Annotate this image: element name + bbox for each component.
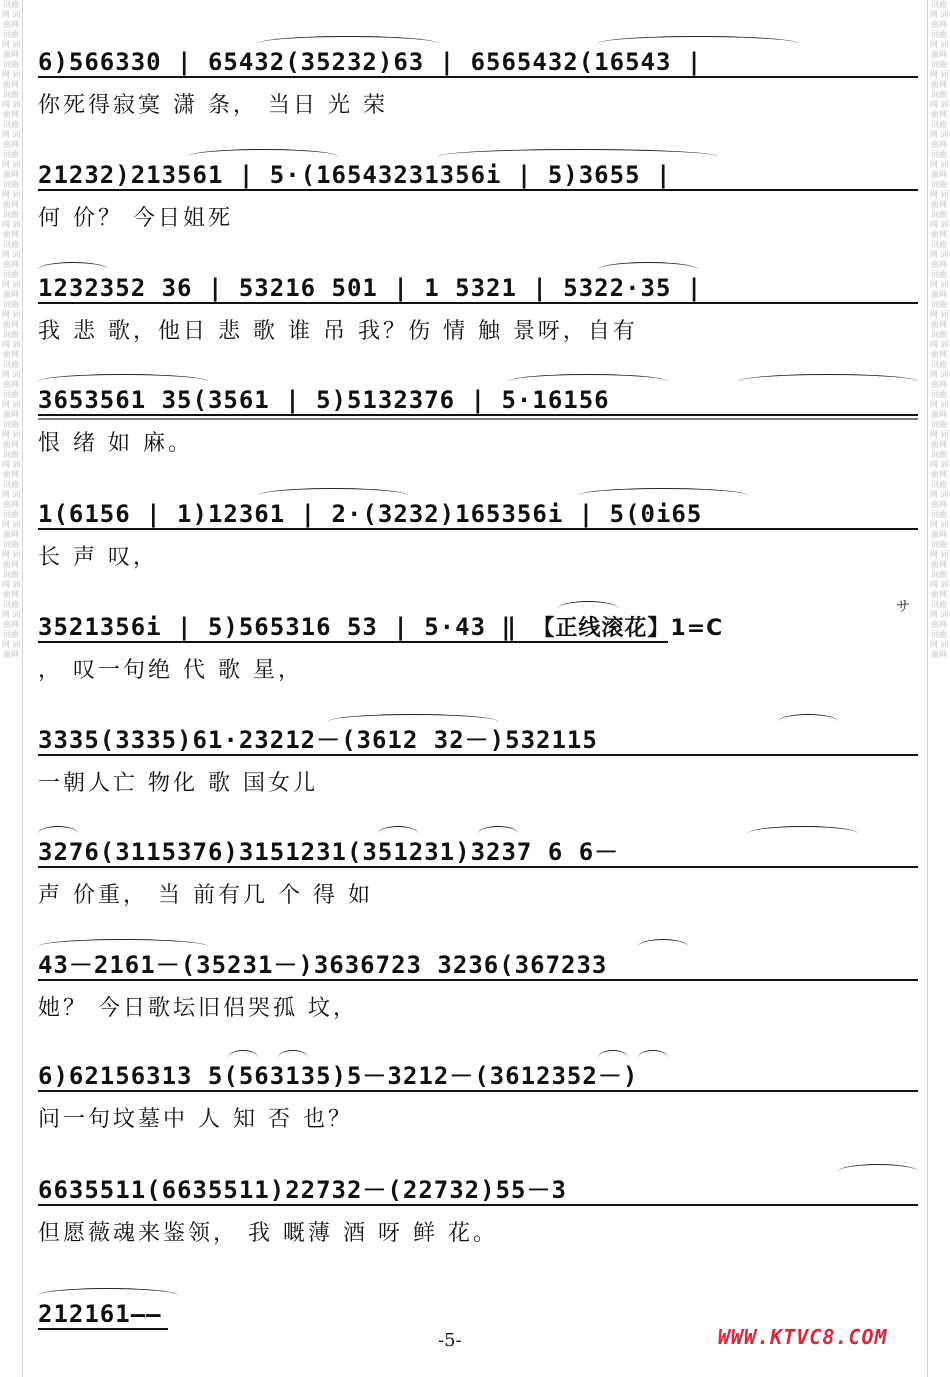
page-number: -5- (438, 1330, 462, 1351)
lyric-row: 问一句坟墓中 人 知 否 也？ (38, 1107, 353, 1132)
slur-arc (838, 1164, 918, 1179)
notation-row: 1232352 36 | 53216 501 | 1 5321 | 5322·35 | (38, 268, 918, 308)
lyric-row: 但愿薇魂来鉴领， 我 嘅薄 酒 呀 鲜 花。 (38, 1221, 498, 1246)
slur-arc (638, 939, 688, 954)
notation-row: 3653561 35(3561 | 5)5132376 | 5·16156 (38, 380, 918, 420)
slur-arc (38, 939, 208, 954)
notation-row: 21232)213561 | 5·(16543231356i | 5)3655 | (38, 155, 918, 195)
slur-arc (508, 374, 668, 389)
slur-arc (598, 36, 798, 51)
key-signature-label: 【正线滚花】1=C (532, 616, 724, 641)
slur-arc (378, 826, 418, 841)
slur-arc (38, 1288, 178, 1303)
lyric-row: 她？ 今日歌坛旧侣哭孤 坟， (38, 996, 358, 1021)
notation-row: 6635511(6635511)22732－(22732)55－3 (38, 1170, 918, 1210)
lyric-row: 长 声 叹， (38, 545, 158, 570)
score-sheet (28, 0, 920, 1377)
slur-arc (258, 488, 408, 503)
notation-row: 6)62156313 5(563135)5－3212－(3612352－) (38, 1056, 918, 1096)
slur-arc (778, 714, 838, 729)
lyric-row: 何 价？ 今日姐死 (38, 206, 233, 231)
slur-arc (38, 374, 208, 389)
lyric-row: 我 悲 歌，他日 悲 歌 谁 吊 我？伤 情 触 景呀，自有 (38, 319, 638, 344)
notation-row: 3335(3335)61·23212－(3612 32－)532115 (38, 720, 918, 760)
slur-arc (188, 149, 338, 164)
slur-arc (748, 826, 858, 841)
notation-row: 3521356i | 5)565316 53 | 5·43 ‖ 【正线滚花】1=C (38, 613, 724, 641)
notation-row: 1(6156 | 1)12361 | 2·(3232)165356i | 5(0i65 (38, 494, 918, 534)
slur-arc (478, 826, 518, 841)
site-url: WWW.KTVC8.COM (718, 1325, 888, 1349)
right-watermark-strip: 词曲网 词曲网 词曲网 词曲网 词曲网 词曲网 词曲网 词曲网 词曲网 词曲网 词曲网 词曲网 词曲网 词曲网 词曲网 词曲网 词曲网 词曲网 词曲网 词曲网 词曲网 词曲网 词曲网 词曲网 词曲网 词曲网 词曲网 词曲网 词曲网 词曲网 词曲网 词曲网 词曲网 词曲网 词曲网 词曲网 词曲网 词曲网 词曲网 词曲网 词曲网 词曲网 词曲网 词曲网 (927, 0, 950, 1377)
slur-arc (578, 488, 748, 503)
left-watermark-strip: 词曲网 词曲网 词曲网 词曲网 词曲网 词曲网 词曲网 词曲网 词曲网 词曲网 词曲网 词曲网 词曲网 词曲网 词曲网 词曲网 词曲网 词曲网 词曲网 词曲网 词曲网 词曲网 词曲网 词曲网 词曲网 词曲网 词曲网 词曲网 词曲网 词曲网 词曲网 词曲网 词曲网 词曲网 词曲网 词曲网 词曲网 词曲网 词曲网 词曲网 词曲网 词曲网 词曲网 词曲网 (0, 0, 23, 1377)
slur-arc (598, 262, 698, 277)
slur-arc (638, 1050, 668, 1065)
notation-row: 6)566330 | 65432(35232)63 | 6565432(16543 | (38, 42, 918, 82)
slur-arc (38, 262, 108, 277)
slur-arc (328, 714, 498, 729)
notation-row: 43－2161－(35231－)3636723 3236(367233 (38, 945, 918, 985)
lyric-row: 你死得寂寞 潇 条， 当日 光 荣 (38, 93, 388, 118)
tempo-mark: サ (896, 599, 910, 615)
slur-arc (278, 1050, 308, 1065)
notation-row: 212161—— (38, 1294, 258, 1334)
slur-arc (38, 826, 78, 841)
slur-arc (738, 374, 918, 389)
slur-arc (438, 149, 718, 164)
lyric-row: 恨 绪 如 麻。 (38, 431, 193, 456)
slur-arc (558, 601, 618, 616)
slur-arc (598, 1050, 628, 1065)
slur-arc (228, 1050, 258, 1065)
lyric-row: 声 价重， 当 前有几 个 得 如 (38, 883, 373, 908)
notation-row: 3276(3115376)3151231(351231)3237 6 6－ (38, 832, 918, 872)
lyric-row: ， 叹一句绝 代 歌 星， (38, 658, 303, 683)
lyric-row: 一朝人亡 物化 歌 国女儿 (38, 771, 318, 796)
slur-arc (258, 36, 438, 51)
